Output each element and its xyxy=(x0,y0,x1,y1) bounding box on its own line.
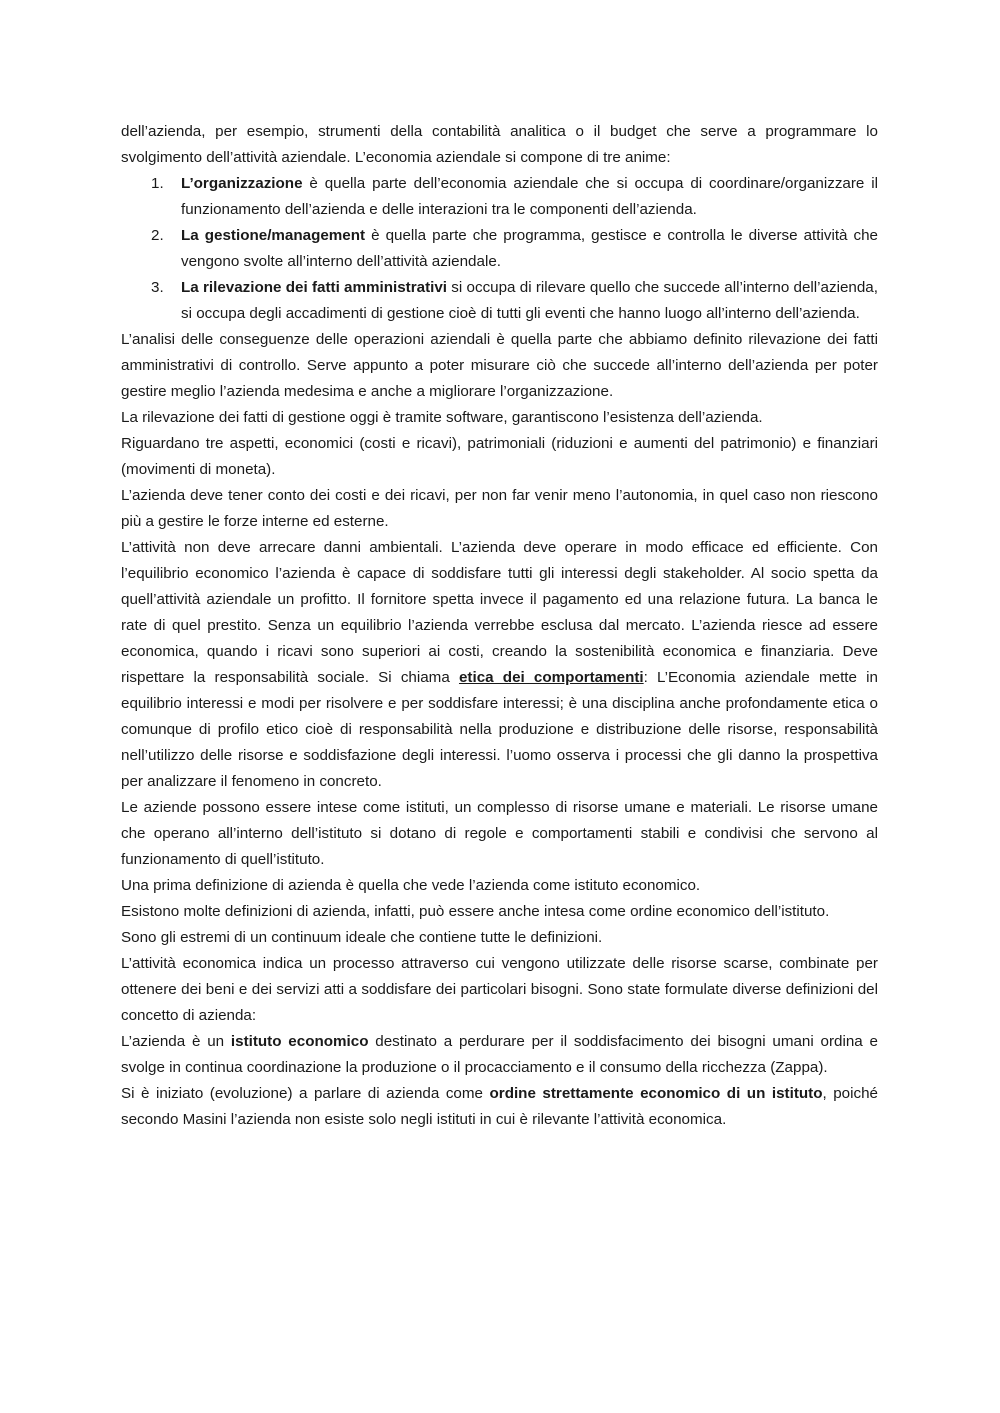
paragraph: Riguardano tre aspetti, economici (costi e ricavi), patrimoniali (riduzioni e aumenti del patrimonio) e finanziari (movimenti di moneta). xyxy=(121,435,878,478)
list-number: 1. xyxy=(151,175,164,192)
paragraph xyxy=(121,1081,878,1133)
paragraph: Le aziende possono essere intese come istituti, un complesso di risorse umane e materiali. Le risorse umane che operano all’interno dell’istituto si dotano di regole e comportamenti stabili e condivisi che servono al funzionamento di quell’istituto. xyxy=(121,799,878,868)
ethics-term: etica dei comportamenti xyxy=(458,669,644,686)
document-page xyxy=(121,119,878,1133)
paragraph xyxy=(121,535,878,795)
paragraph-text: L’attività non deve arrecare danni ambientali. L’azienda deve operare in modo efficace ed efficiente. Con l’equilibrio economico l’azienda è capace di soddisfare tutti gli interessi degli stakeholder. Al socio spetta da quell’attività aziendale un profitto. Il fornitore spetta invece il pagamento ed una relazione futura. La banca le rate di quel prestito. Senza un equilibrio l’azienda verrebbe esclusa dal mercato. L’azienda riesce ad essere economica, quando i ricavi sono superiori ai costi, creando la sostenibilità economica e finanziaria. Deve rispettare la responsabilità sociale. Si chiama xyxy=(121,539,878,686)
list-item xyxy=(121,171,878,223)
paragraph: L’attività economica indica un processo attraverso cui vengono utilizzate delle risorse scarse, combinate per ottenere dei beni e dei servizi atti a soddisfare dei particolari bisogni. Sono state formulate diverse definizioni del concetto di azienda: xyxy=(121,955,878,1024)
list-term: La rilevazione dei fatti amministrativi xyxy=(181,279,448,296)
paragraph-text: : L’Economia aziendale mette in equilibrio interessi e modi per risolvere e per soddisfare interessi; è una disciplina anche profondamente etica o comunque di profilo etico cioè di responsabilità nella produzione e distribuzione delle risorse, responsabilità nell’utilizzo delle risorse e soddisfazione degli interessi. l’uomo osserva i processi che gli danno la prospettiva per analizzare il fenomeno in concreto. xyxy=(121,669,878,790)
paragraph: Sono gli estremi di un continuum ideale che contiene tutte le definizioni. xyxy=(121,929,603,946)
list-text: è quella parte che programma, gestisce e controlla le diverse attività che vengono svolte all’interno dell’attività aziendale. xyxy=(181,227,878,270)
list-text: è quella parte dell’economia aziendale che si occupa di coordinare/organizzare il funzionamento dell’azienda e delle interazioni tra le componenti dell’azienda. xyxy=(181,175,878,218)
paragraph xyxy=(121,1029,878,1081)
paragraph-text: , poiché secondo Masini l’azienda non esiste solo negli istituti in cui è rilevante l’attività economica. xyxy=(121,1085,878,1128)
list-term: La gestione/management xyxy=(181,227,366,244)
three-souls-list xyxy=(121,171,878,327)
bold-term: ordine strettamente economico di un istituto xyxy=(489,1085,823,1102)
paragraph: L’azienda deve tener conto dei costi e dei ricavi, per non far venir meno l’autonomia, in quel caso non riescono più a gestire le forze interne ed esterne. xyxy=(121,487,878,530)
paragraph: Una prima definizione di azienda è quella che vede l’azienda come istituto economico. xyxy=(121,877,701,894)
bold-term: istituto economico xyxy=(230,1033,369,1050)
paragraph-text: destinato a perdurare per il soddisfacimento dei bisogni umani ordina e svolge in continua coordinazione la produzione o il procacciamento e il consumo della ricchezza (Zappa). xyxy=(121,1033,878,1076)
list-term: L’organizzazione xyxy=(181,175,303,192)
list-item xyxy=(121,223,878,275)
paragraph: Esistono molte definizioni di azienda, infatti, può essere anche intesa come ordine economico dell’istituto. xyxy=(121,903,830,920)
list-number: 3. xyxy=(151,279,164,296)
paragraph: L’analisi delle conseguenze delle operazioni aziendali è quella parte che abbiamo definito rilevazione dei fatti amministrativi di controllo. Serve appunto a poter misurare ciò che succede all’interno dell’azienda per poter gestire meglio l’azienda medesima e anche a migliorare l’organizzazione. xyxy=(121,331,878,400)
paragraph-text: L’azienda è un xyxy=(121,1033,231,1050)
paragraph-text: Si è iniziato (evoluzione) a parlare di azienda come xyxy=(121,1085,490,1102)
paragraph: La rilevazione dei fatti di gestione oggi è tramite software, garantiscono l’esistenza dell’azienda. xyxy=(121,409,763,426)
list-number: 2. xyxy=(151,227,164,244)
intro-paragraph: dell’azienda, per esempio, strumenti della contabilità analitica o il budget che serve a programmare lo svolgimento dell’attività aziendale. L’economia aziendale si compone di tre anime: xyxy=(121,123,878,166)
list-text: si occupa di rilevare quello che succede all’interno dell’azienda, si occupa degli accadimenti di gestione cioè di tutti gli eventi che hanno luogo all’interno dell’azienda. xyxy=(181,279,878,322)
list-item xyxy=(121,275,878,327)
